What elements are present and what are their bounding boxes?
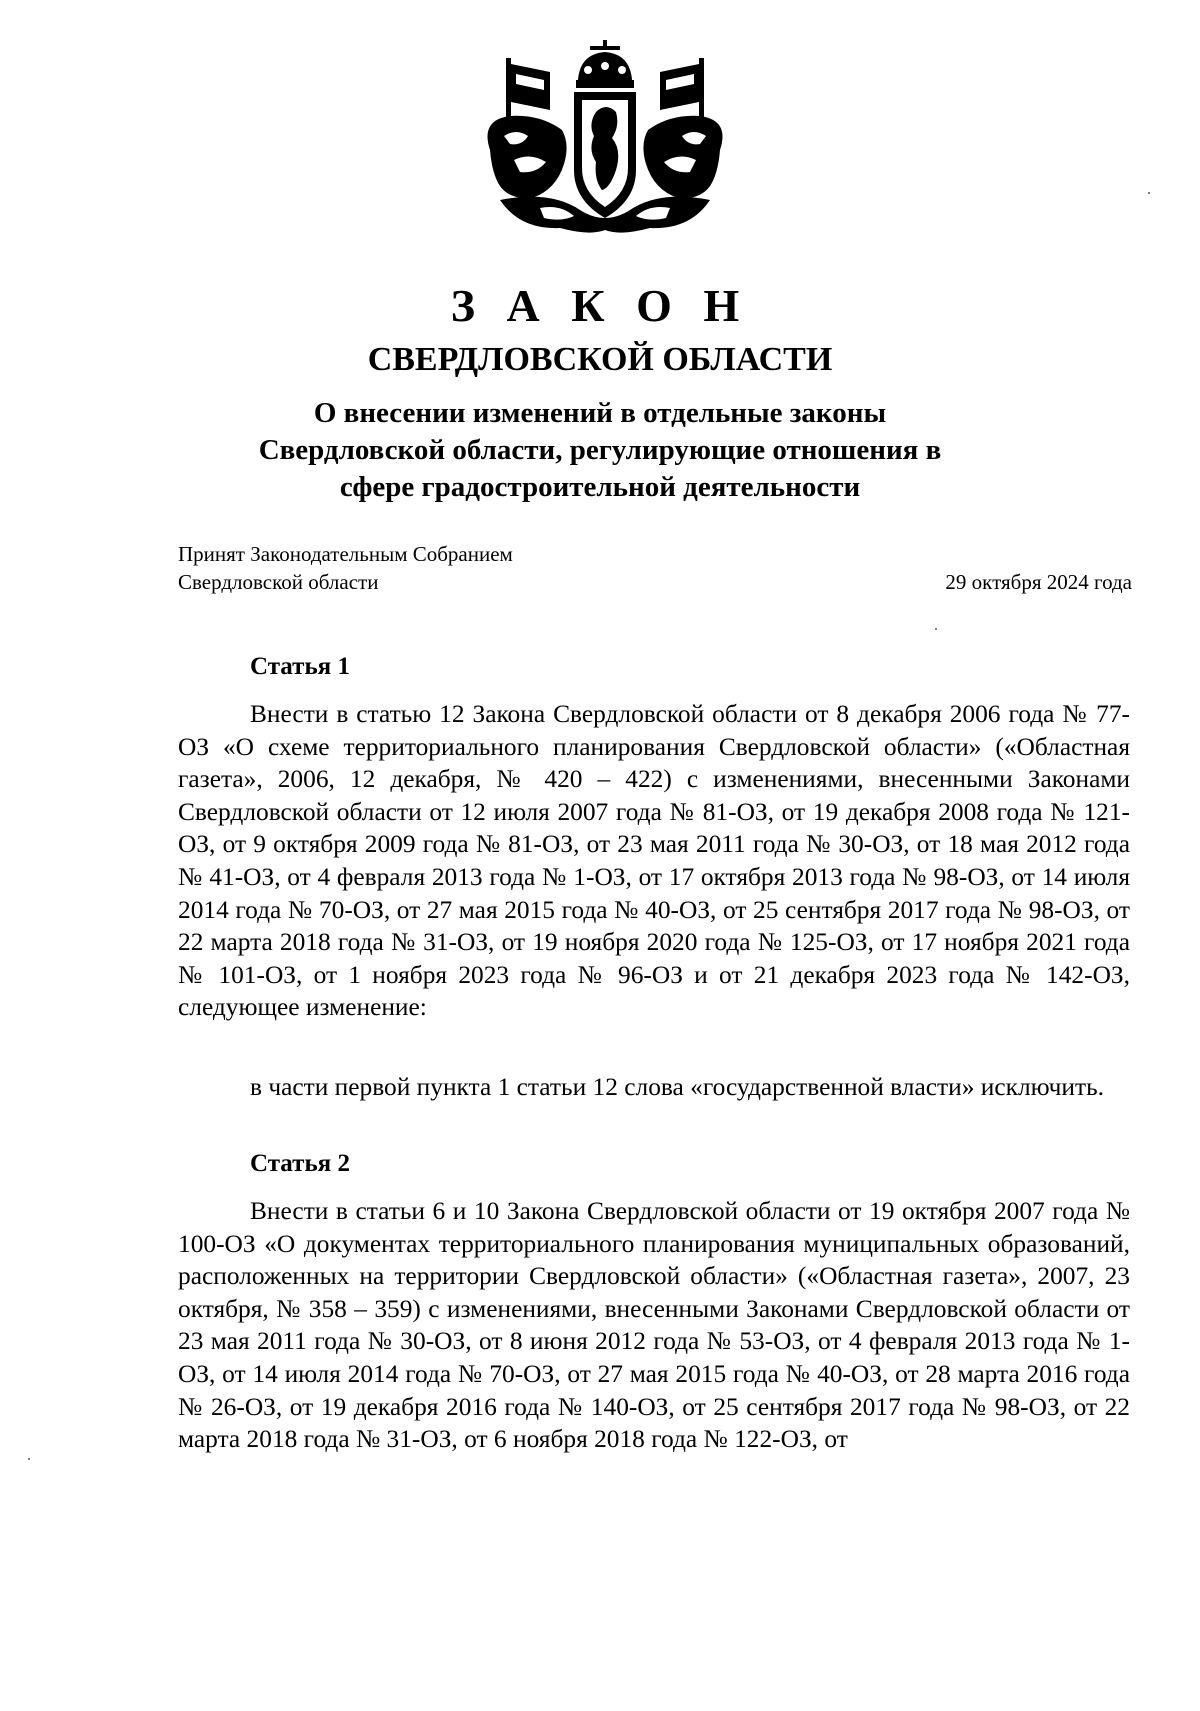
article-heading: Статья 1: [250, 653, 350, 680]
law-subtitle: [220, 395, 980, 506]
adoption-date: 29 октября 2024 года: [945, 570, 1132, 594]
adoption-block: [178, 540, 513, 596]
scan-speck: [28, 1458, 30, 1460]
article-paragraph: в части первой пункта 1 статьи 12 слова «государственной власти» исключить.: [250, 1073, 1104, 1101]
subtitle-line: сфере градостроительной деятельности: [339, 471, 861, 503]
coat-of-arms-icon: [470, 40, 740, 240]
adoption-line: Принят Законодательным Собранием: [178, 542, 513, 566]
adoption-line: Свердловской области: [178, 570, 379, 594]
article-heading: Статья 2: [250, 1150, 350, 1177]
scan-speck: [935, 628, 937, 630]
article-paragraph: Внести в статьи 6 и 10 Закона Свердловской области от 19 октября 2007 года № 100-ОЗ «О документах территориального планирования муниципальных образований, расположенных на территории Свердловской области» («Областная газета», 2007, 23 октября, № 358 – 359) с изменениями, внесенными Законами Свердловской области от 23 мая 2011 года № 30-ОЗ, от 8 июня 2012 года № 53-ОЗ, от 4 февраля 2013 года № 1-ОЗ, от 14 июля 2014 года № 70-ОЗ, от 27 мая 2015 года № 40-ОЗ, от 28 марта 2016 года № 26-ОЗ, от 19 декабря 2016 года № 140-ОЗ, от 25 сентября 2017 года № 98-ОЗ, от 22 марта 2018 года № 31-ОЗ, от 6 ноября 2018 года № 122-ОЗ, от: [178, 1197, 1130, 1454]
scan-speck: [1148, 192, 1150, 194]
article-paragraph: Внести в статью 12 Закона Свердловской области от 8 декабря 2006 года № 77-ОЗ «О схеме территориального планирования Свердловской области» («Областная газета», 2006, 12 декабря, № 420 – 422) с изменениями, внесенными Законами Свердловской области от 12 июля 2007 года № 81-ОЗ, от 19 декабря 2008 года № 121-ОЗ, от 9 октября 2009 года № 81-ОЗ, от 23 мая 2011 года № 30-ОЗ, от 18 мая 2012 года № 41-ОЗ, от 4 февраля 2013 года № 1-ОЗ, от 17 октября 2013 года № 98-ОЗ, от 14 июля 2014 года № 70-ОЗ, от 27 мая 2015 года № 40-ОЗ, от 25 сентября 2017 года № 98-ОЗ, от 22 марта 2018 года № 31-ОЗ, от 19 ноября 2020 года № 125-ОЗ, от 17 ноября 2021 года № 101-ОЗ, от 1 ноября 2023 года № 96-ОЗ и от 21 декабря 2023 года № 142-ОЗ, следующее изменение:: [178, 700, 1130, 1022]
document-type-title: З А К О Н: [450, 280, 750, 331]
subtitle-line: Свердловской области, регулирующие отношения в: [258, 434, 942, 466]
subtitle-line: О внесении изменений в отдельные законы: [313, 397, 887, 429]
region-title: СВЕРДЛОВСКОЙ ОБЛАСТИ: [367, 341, 833, 378]
